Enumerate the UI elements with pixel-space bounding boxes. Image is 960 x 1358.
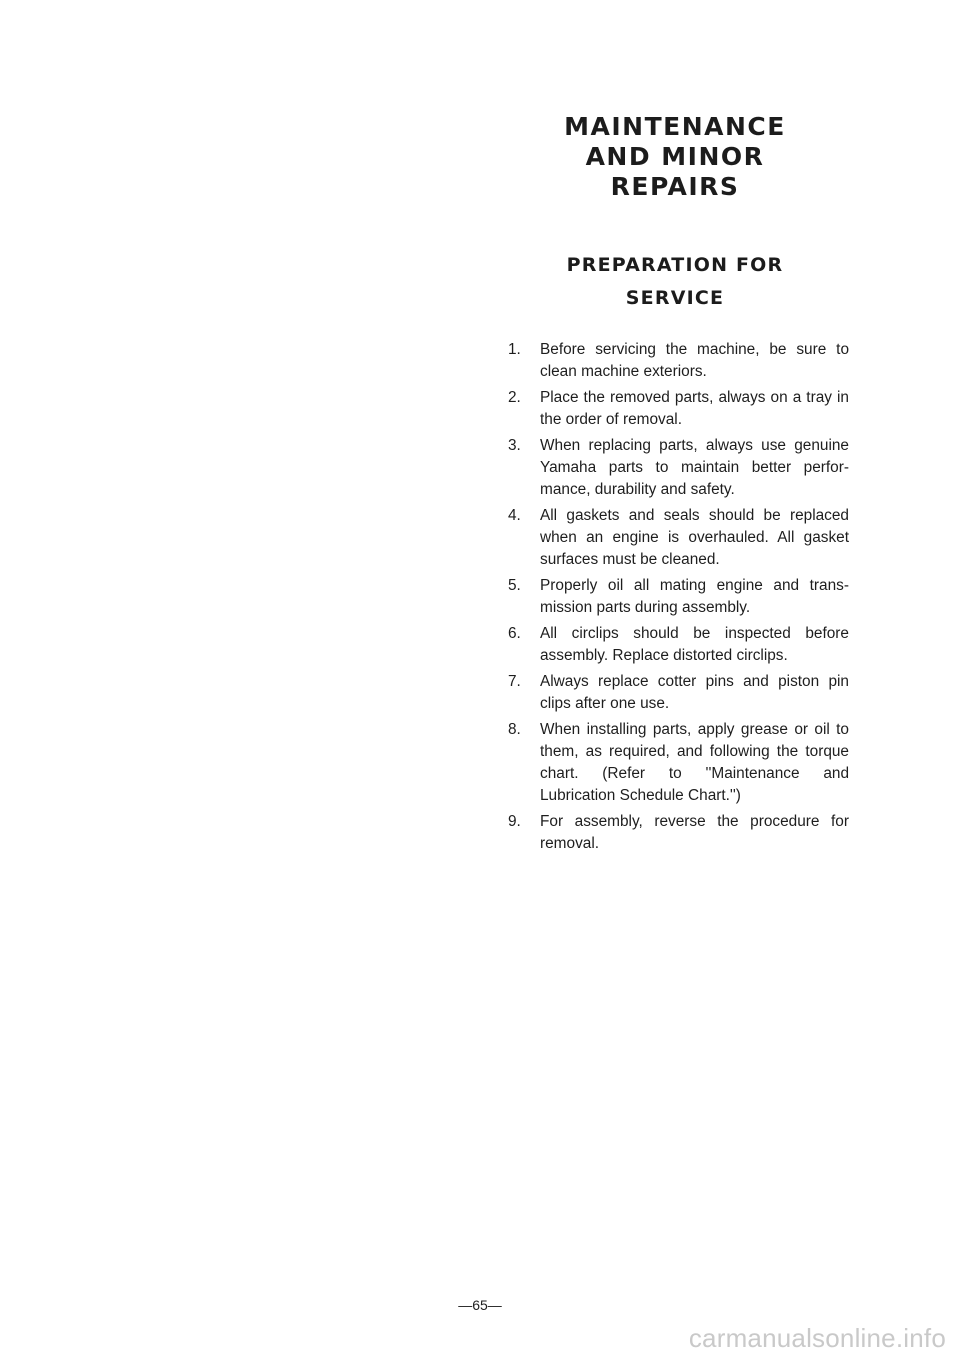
watermark-text: carmanualsonline.info [688, 1323, 946, 1353]
step-text: All circlips should be inspected before assembly. Replace distorted circlips. [540, 625, 849, 664]
step-4 [508, 505, 849, 571]
step-7 [508, 671, 849, 715]
section-title [505, 112, 845, 202]
step-number: 3. [508, 437, 521, 454]
step-text: For assembly, reverse the procedure for removal. [540, 813, 849, 852]
step-text: Properly oil all mating engine and trans-mission parts during assembly. [540, 577, 849, 616]
step-number: 1. [508, 341, 521, 358]
service-steps-list [508, 339, 849, 859]
section-title-line-2: AND MINOR [585, 142, 765, 171]
step-number: 7. [508, 673, 521, 690]
step-number: 6. [508, 625, 521, 642]
step-9 [508, 811, 849, 855]
step-number: 8. [508, 721, 521, 738]
subsection-title-line-1: PREPARATION FOR [566, 254, 784, 276]
step-text: All gaskets and seals should be replaced when an engine is overhauled. All gasket surfaces must be cleaned. [540, 507, 849, 568]
step-number: 2. [508, 389, 521, 406]
step-text: Before servicing the machine, be sure to clean machine exteriors. [540, 341, 849, 380]
step-8 [508, 719, 849, 807]
subsection-title-line-2: SERVICE [625, 287, 725, 309]
step-text: When replacing parts, always use genuine Yamaha parts to maintain better perfor-mance, durability and safety. [540, 437, 849, 498]
step-5 [508, 575, 849, 619]
section-title-line-3: REPAIRS [610, 172, 740, 201]
step-text: When installing parts, apply grease or oil to them, as required, and following the torque chart. (Refer to ''Maintenance and Lubrication Schedule Chart.'') [540, 721, 849, 804]
step-1 [508, 339, 849, 383]
page-number: —65— [458, 1297, 502, 1313]
step-6 [508, 623, 849, 667]
subsection-title [505, 249, 845, 315]
step-text: Place the removed parts, always on a tray in the order of removal. [540, 389, 849, 428]
step-number: 9. [508, 813, 521, 830]
step-2 [508, 387, 849, 431]
step-3 [508, 435, 849, 501]
section-title-line-1: MAINTENANCE [564, 112, 786, 141]
step-number: 5. [508, 577, 521, 594]
step-number: 4. [508, 507, 521, 524]
step-text: Always replace cotter pins and piston pin clips after one use. [540, 673, 849, 712]
